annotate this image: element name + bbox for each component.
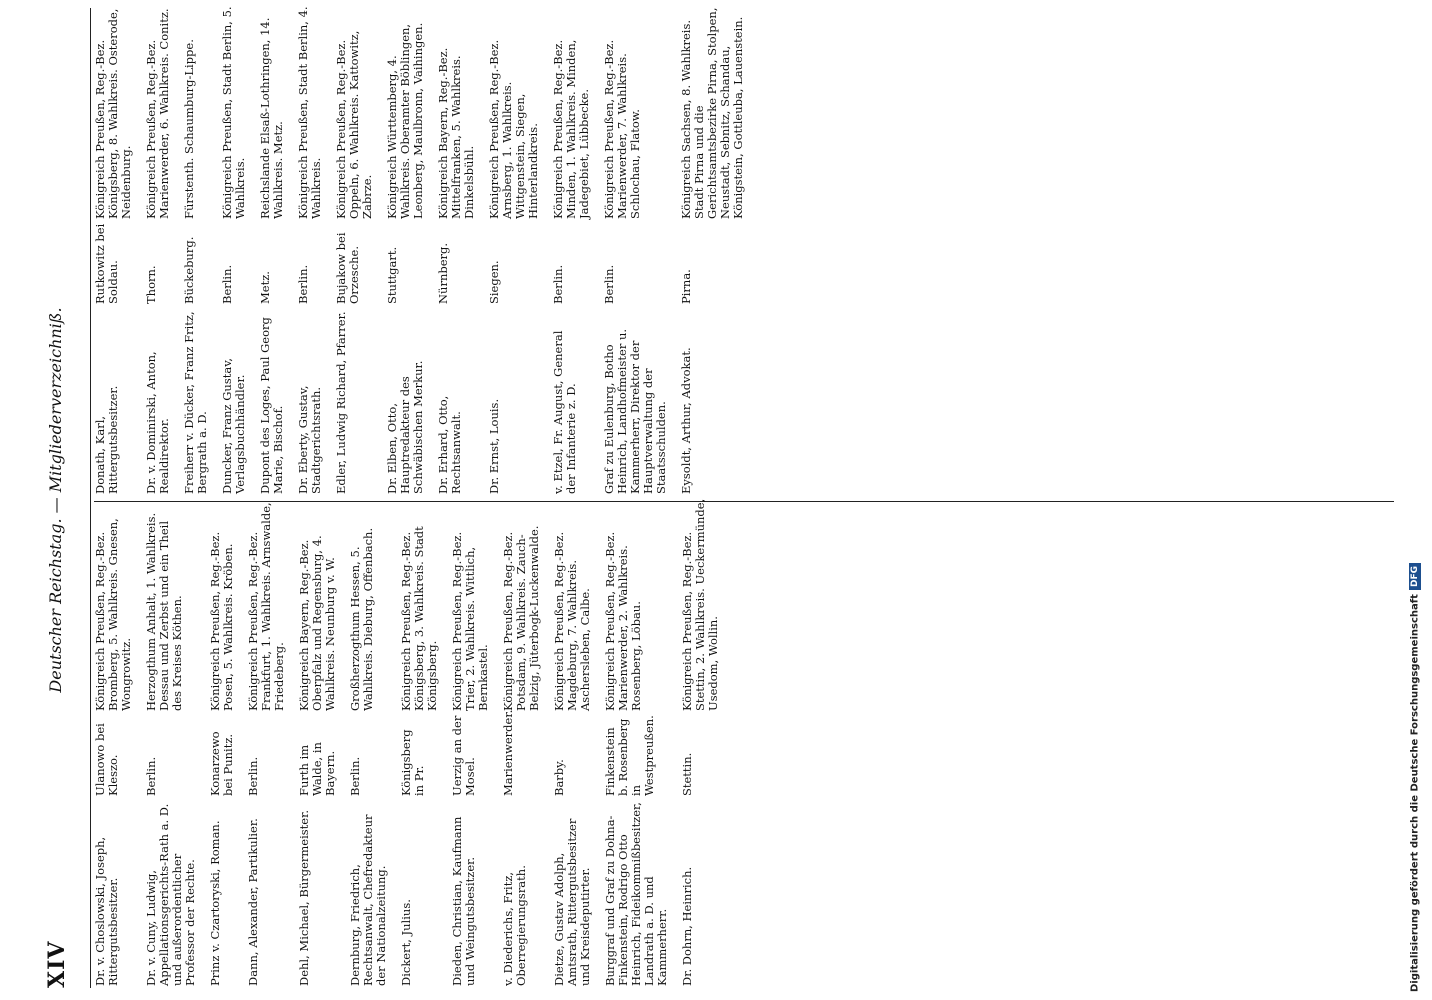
member-name: v. Diederichs, Fritz, Oberregierungsrath. <box>501 865 528 986</box>
member-district: Königreich Württemberg, 4. Wahlkreis. Oberamter Böblingen, Leonberg, Maulbronn, Vaihingen. <box>385 22 425 219</box>
member-district: Königreich Preußen, Reg.-Bez. Trier, 2. Wahlkreis. Wittlich, Bernkastel. <box>450 531 490 711</box>
scanned-page <box>26 0 1406 1000</box>
member-residence: Nürnberg. <box>436 242 450 304</box>
member-residence: Barby. <box>552 759 566 796</box>
member-name: Graf zu Eulenburg, Botho Heinrich, Landhofmeister u. Kammerherr, Direktor der Hauptverwaltung der Staatsschulden. <box>602 328 668 494</box>
member-residence: Königsberg in Pr. <box>399 729 426 796</box>
member-district: Königreich Preußen, Reg.-Bez. Magdeburg, 7. Wahlkreis. Aschersleben, Calbe. <box>552 531 592 711</box>
member-name: Dickert, Julius. <box>399 899 413 986</box>
member-entry <box>297 6 323 494</box>
member-residence: Uerzig an der Mosel. <box>450 715 477 796</box>
member-district: Großherzogthum Hessen, 5. Wahlkreis. Dieburg, Offenbach. <box>348 527 375 711</box>
member-district: Königreich Preußen, Reg.-Bez. Stettin, 2. Wahlkreis. Ueckermünde, Usedom, Wollin. <box>680 498 720 711</box>
member-entry <box>604 498 669 986</box>
member-name: Dr. Erhard, Otto, Rechtsanwalt. <box>436 395 463 494</box>
member-entry <box>221 6 247 494</box>
member-name: Eysoldt, Arthur, Advokat. <box>679 347 693 494</box>
digitization-note <box>1404 12 1426 992</box>
member-district: Herzogthum Anhalt, 1. Wahlkreis. Dessau und Zerbst und ein Theil des Kreises Köthen. <box>144 512 184 711</box>
member-residence: Siegen. <box>487 260 501 304</box>
member-entry <box>145 6 171 494</box>
member-residence: Thorn. <box>144 265 158 304</box>
member-entry <box>94 6 133 494</box>
member-entry <box>386 6 425 494</box>
member-residence: Konarzewo bei Punitz. <box>208 731 235 796</box>
member-entry <box>349 498 388 986</box>
member-entry <box>335 6 374 494</box>
member-name: Dieden, Christian, Kaufmann und Weingutsbesitzer. <box>450 816 477 986</box>
member-residence: Finkenstein b. Rosenberg in Westpreußen. <box>603 715 656 796</box>
member-residence: Stuttgart. <box>385 246 399 304</box>
member-residence: Berlin. <box>348 756 362 796</box>
member-name: Burggraf und Graf zu Dohna-Finkenstein, Rodrigo Otto Heinrich, Fideikommißbesitzer, Landrath a. D. und Kammerherr. <box>603 802 669 986</box>
member-residence: Stettin. <box>680 752 694 796</box>
member-residence: Berlin. <box>246 756 260 796</box>
member-entry <box>603 6 668 494</box>
member-district: Königreich Preußen, Reg.-Bez. Königsberg, 8. Wahlkreis. Osterode, Neidenburg. <box>93 8 133 219</box>
member-name: Dr. Eberty, Gustav, Stadtgerichtsrath. <box>296 385 323 494</box>
page-number: XIV <box>44 940 70 988</box>
member-residence: Berlin. <box>144 756 158 796</box>
member-name: Dietze, Gustav Adolph, Amtsrath, Rittergutsbesitzer und Kreisdeputirter. <box>552 818 592 986</box>
member-residence: Pirna. <box>679 269 693 304</box>
member-name: Dann, Alexander, Partikulier. <box>246 818 260 986</box>
member-name: Edler, Ludwig Richard, Pfarrer. <box>334 311 348 494</box>
member-residence: Marienwerder. <box>501 709 515 796</box>
member-district: Königreich Preußen, Reg.-Bez. Posen, 5. Wahlkreis. Kröben. <box>208 531 235 711</box>
dfg-logo: DFG <box>1409 563 1421 590</box>
member-entry <box>488 6 540 494</box>
member-name: Dupont des Loges, Paul Georg Marie, Bischof. <box>258 317 285 494</box>
member-district: Königreich Preußen, Reg.-Bez. Marienwerder, 6. Wahlkreis. Conitz. <box>144 8 171 219</box>
member-district: Königreich Bayern, Reg.-Bez. Mittelfranken, 5. Wahlkreis. Dinkelsbühl. <box>436 47 476 219</box>
member-name: Prinz v. Czartoryski, Roman. <box>208 820 222 986</box>
member-residence: Metz. <box>258 271 272 304</box>
member-entry <box>247 498 286 986</box>
member-entry <box>145 498 197 986</box>
member-district: Königreich Sachsen, 8. Wahlkreis. Stadt Pirna und die Gerichtsamtsbezirke Pirna, Stolpen, Neustadt, Sebnitz, Schandau, Königstein, Gottleuba, Lauenstein. <box>679 7 745 219</box>
member-residence: Berlin. <box>602 264 616 304</box>
member-district: Königreich Preußen, Reg.-Bez. Frankfurt, 1. Wahlkreis. Arnswalde, Friedeberg. <box>246 502 286 711</box>
right-column <box>94 6 1394 494</box>
member-entry <box>437 6 476 494</box>
member-district: Königreich Preußen, Reg.-Bez. Königsberg, 3. Wahlkreis. Stadt Königsberg. <box>399 526 439 711</box>
member-residence: Rutkowitz bei Soldau. <box>93 223 120 304</box>
member-residence: Bückeburg. <box>182 236 196 304</box>
member-name: Dr. v. Cuny, Ludwig, Appellationsgerichts-Rath a. D. und außerordentlicher Professor der Rechte. <box>144 803 197 986</box>
member-residence: Berlin. <box>551 264 565 304</box>
member-name: Dr. v. Dominirski, Anton, Realdirektor. <box>144 351 171 494</box>
header-rule <box>90 8 91 988</box>
member-district: Fürstenth. Schaumburg-Lippe. <box>182 39 196 219</box>
member-entry <box>552 6 591 494</box>
running-title: Deutscher Reichstag. — Mitgliederverzeichniß. <box>46 307 65 693</box>
member-residence: Furth im Walde, in Bayern. <box>297 742 337 796</box>
member-district: Königreich Preußen, Reg.-Bez. Potsdam, 9. Wahlkreis. Zauch-Belzig, Jüterbogk-Luckenwalde. <box>501 525 541 711</box>
member-entry <box>451 498 490 986</box>
member-residence: Berlin. <box>220 264 234 304</box>
member-entry <box>209 498 235 986</box>
member-district: Reichslande Elsaß-Lothringen, 14. Wahlkreis. Metz. <box>258 17 285 219</box>
member-entry <box>183 6 209 494</box>
member-residence: Ulanowo bei Kleszo. <box>93 723 120 796</box>
member-entry <box>94 498 133 986</box>
member-entry <box>680 6 745 494</box>
member-district: Königreich Preußen, Reg.-Bez. Minden, 1. Wahlkreis. Minden, Jadegebiet, Lübbecke. <box>551 39 591 219</box>
member-entry <box>400 498 439 986</box>
page-header <box>26 0 96 1000</box>
member-entry <box>298 498 337 986</box>
member-district: Königreich Preußen, Reg.-Bez. Arnsberg, 1. Wahlkreis. Wittgenstein, Siegen, Hinterlandkreis. <box>487 39 540 219</box>
member-name: Donath, Karl, Rittergutsbesitzer. <box>93 385 120 494</box>
member-residence: Bujakow bei Orzesche. <box>334 232 361 304</box>
member-name: Dr. Elben, Otto, Hauptredakteur des Schwäbischen Merkur. <box>385 360 425 494</box>
member-district: Königreich Preußen, Reg.-Bez. Marienwerder, 2. Wahlkreis. Rosenberg, Löbau. <box>603 531 643 711</box>
member-name: Duncker, Franz Gustav, Verlagsbuchhändler. <box>220 357 247 494</box>
member-name: Dehl, Michael, Bürgermeister. <box>297 810 311 986</box>
left-column <box>94 498 1394 986</box>
member-district: Königreich Bayern, Reg.-Bez. Oberpfalz und Regensburg, 4. Wahlkreis. Neunburg v. W. <box>297 535 337 711</box>
member-residence: Berlin. <box>296 264 310 304</box>
member-entry <box>259 6 285 494</box>
member-name: Dr. Dohrn, Heinrich. <box>680 866 694 986</box>
member-district: Königreich Preußen, Stadt Berlin, 4. Wahlkreis. <box>296 6 323 219</box>
digitization-text: Digitalisierung gefördert durch die Deutsche Forschungsgemeinschaft <box>1409 594 1421 992</box>
member-entry <box>681 498 720 986</box>
member-name: Freiherr v. Dücker, Franz Fritz, Bergrath a. D. <box>182 311 209 494</box>
member-district: Königreich Preußen, Reg.-Bez. Oppeln, 6. Wahlkreis. Kattowitz, Zabrze. <box>334 30 374 219</box>
member-district: Königreich Preußen, Stadt Berlin, 5. Wahlkreis. <box>220 6 247 219</box>
member-name: Dr. Ernst, Louis. <box>487 398 501 494</box>
member-district: Königreich Preußen, Reg.-Bez. Marienwerder, 7. Wahlkreis. Schlochau, Flatow. <box>602 39 642 219</box>
member-district: Königreich Preußen, Reg.-Bez. Bromberg, 5. Wahlkreis. Gnesen, Wongrowitz. <box>93 518 133 711</box>
member-entry <box>502 498 541 986</box>
member-name: Dernburg, Friedrich, Rechtsanwalt, Chefredakteur der Nationalzeitung. <box>348 814 388 986</box>
member-name: v. Etzel, Fr. August, General der Infanterie z. D. <box>551 330 578 494</box>
member-entry <box>553 498 592 986</box>
member-name: Dr. v. Choslowski, Joseph, Rittergutsbesitzer. <box>93 836 120 986</box>
